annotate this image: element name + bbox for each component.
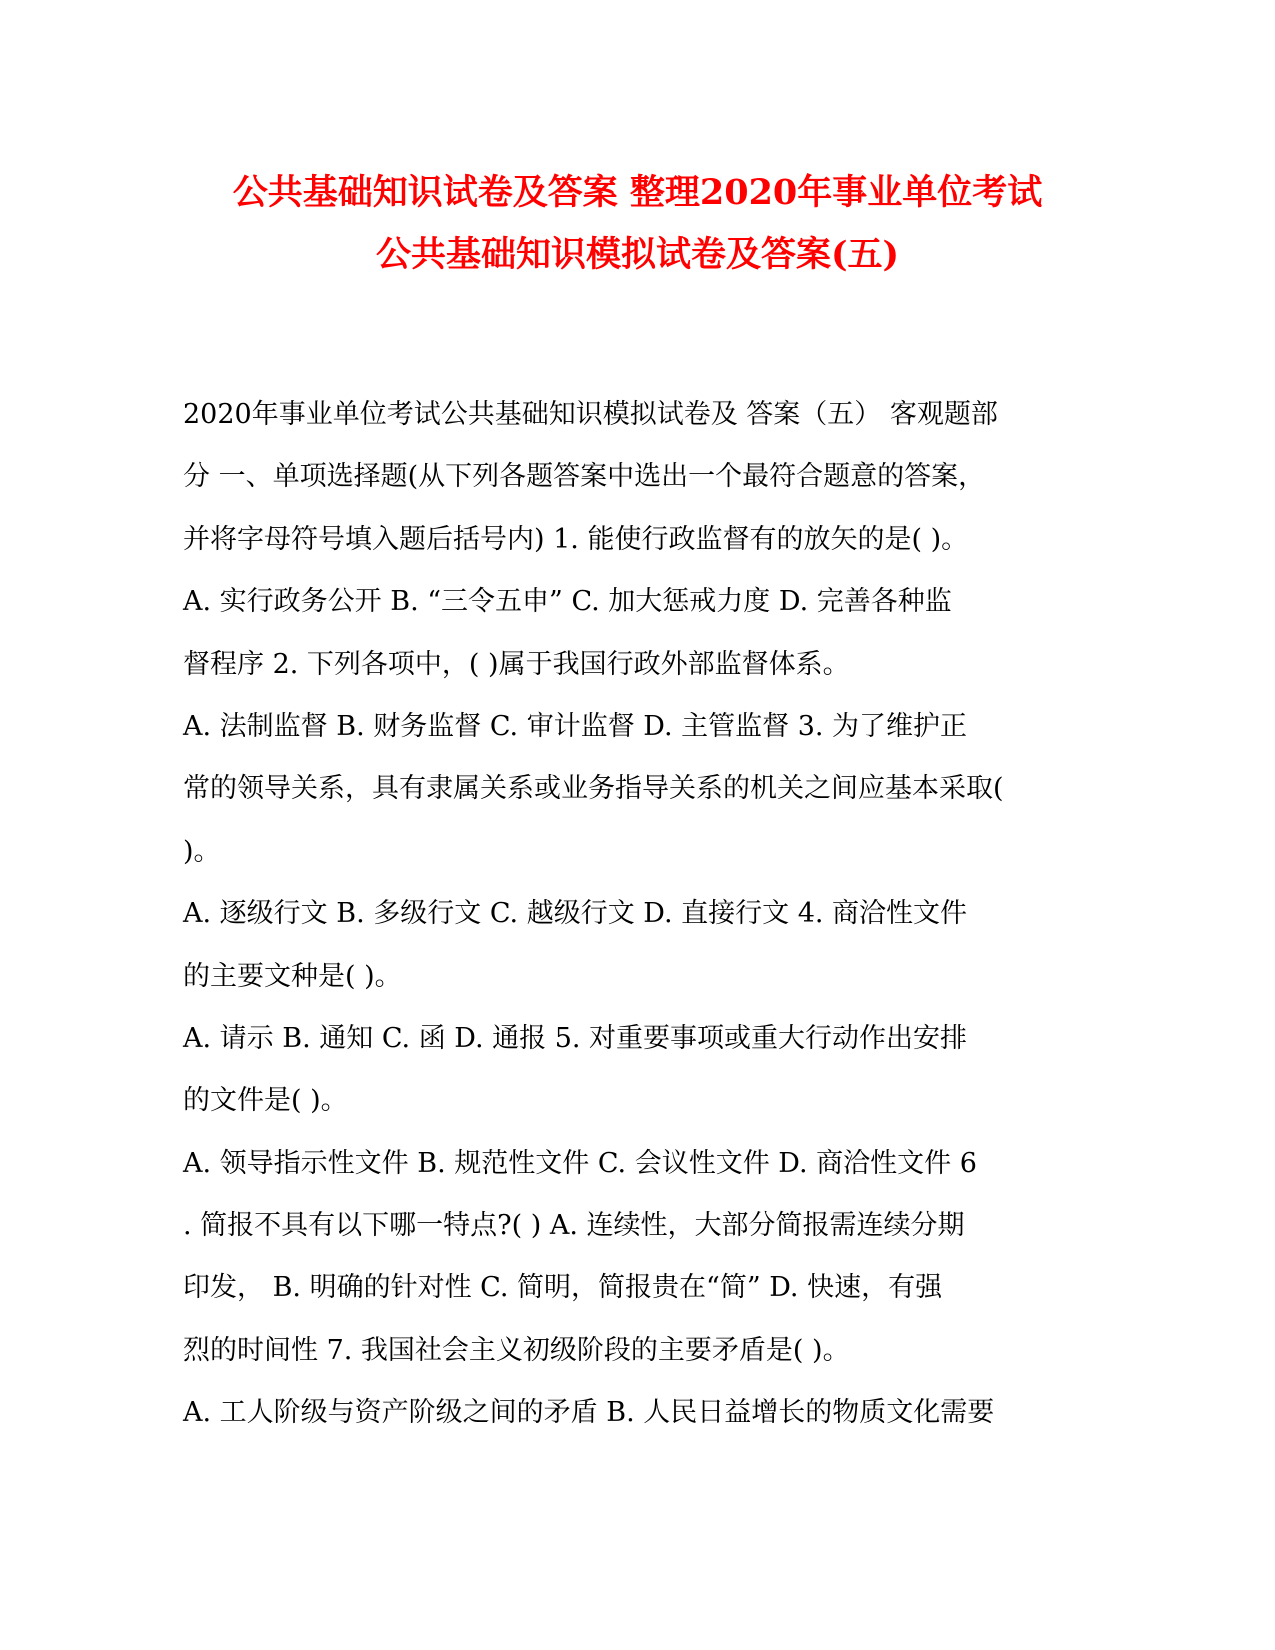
body-line: 常的领导关系，具有隶属关系或业务指导关系的机关之间应基本采取( [183, 773, 1004, 805]
body-line: A. 逐级行文 B. 多级行文 C. 越级行文 D. 直接行文 4. 商洽性文件 [183, 898, 968, 930]
body-line: 督程序 2. 下列各项中，( )属于我国行政外部监督体系。 [183, 648, 850, 680]
body-line: 并将字母符号填入题后括号内) 1. 能使行政监督有的放矢的是( )。 [183, 523, 969, 555]
body-line: A. 法制监督 B. 财务监督 C. 审计监督 D. 主管监督 3. 为了维护正 [183, 710, 968, 742]
body-line: A. 请示 B. 通知 C. 函 D. 通报 5. 对重要事项或重大行动作出安排 [183, 1022, 968, 1054]
body-line: 分 一、单项选择题(从下列各题答案中选出一个最符合题意的答案， [183, 461, 986, 493]
title-line-1: 公共基础知识试卷及答案 整理2020年事业单位考试 [232, 172, 1043, 213]
body-line: 2020年事业单位考试公共基础知识模拟试卷及 答案（五） 客观题部 [183, 399, 998, 430]
body-line: )。 [183, 835, 221, 867]
body-line: 烈的时间性 7. 我国社会主义初级阶段的主要矛盾是( )。 [183, 1334, 850, 1366]
title-line-2: 公共基础知识模拟试卷及答案(五) [375, 234, 900, 275]
body-line: A. 实行政务公开 B. “三令五申” C. 加大惩戒力度 D. 完善各种监 [183, 586, 952, 618]
document-title [0, 162, 1275, 286]
document-body [183, 384, 1063, 1445]
body-line: . 简报不具有以下哪一特点?( ) A. 连续性，大部分简报需连续分期 [183, 1210, 965, 1242]
body-line: 的主要文种是( )。 [183, 960, 402, 992]
body-line: A. 工人阶级与资产阶级之间的矛盾 B. 人民日益增长的物质文化需要 [183, 1397, 995, 1429]
body-line: A. 领导指示性文件 B. 规范性文件 C. 会议性文件 D. 商洽性文件 6 [183, 1147, 977, 1179]
body-line: 的文件是( )。 [183, 1085, 348, 1117]
body-line: 印发， B. 明确的针对性 C. 简明，简报贵在“简” D. 快速，有强 [183, 1272, 943, 1304]
